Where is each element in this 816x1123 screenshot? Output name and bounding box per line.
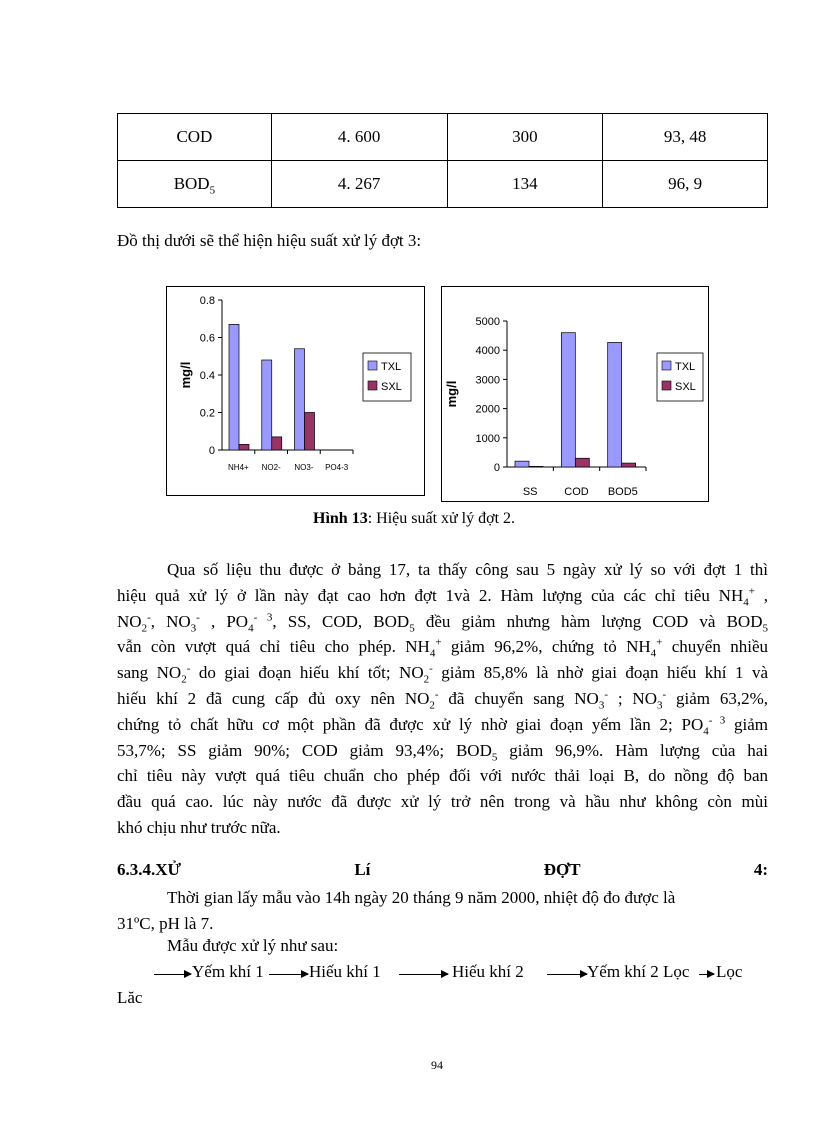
legend-label: SXL <box>381 381 402 393</box>
flow-step: Yếm khí 2 Lọc <box>587 962 690 981</box>
bar-sxl <box>529 466 543 467</box>
flow-step: Hiếu khí 1 <box>309 962 381 981</box>
x-category-label: NO2- <box>261 463 281 472</box>
arrow-icon <box>269 974 308 975</box>
bar-txl <box>515 461 529 467</box>
x-category-label: COD <box>564 486 589 498</box>
x-category-label: PO4-3 <box>325 463 349 472</box>
legend-label: SXL <box>675 381 696 393</box>
y-tick-label: 2000 <box>475 403 500 416</box>
intro-text: Đồ thị dưới sẽ thể hiện hiệu suất xử lý đợt 3: <box>117 231 422 250</box>
bar-sxl <box>622 463 636 467</box>
legend-swatch <box>368 381 377 390</box>
y-tick-label: 0.8 <box>199 295 215 307</box>
chart-ss-cod-bod <box>441 286 709 502</box>
y-axis-label: mg/l <box>178 361 193 389</box>
legend-label: TXL <box>381 361 402 373</box>
y-tick-label: 4000 <box>475 345 500 358</box>
flow-step: Yếm khí 1 <box>192 962 264 981</box>
bar-txl <box>262 360 272 450</box>
table-cell: 134 <box>447 161 603 208</box>
analysis-paragraph: Qua số liệu thu được ở bảng 17, ta thấy công sau 5 ngày xử lý so với đợt 1 thì hiệu quả xử lý ở lần này đạt cao hơn đợt 1và 2. Hàm lượng của các chỉ tiêu $NH_4^+$ , $NO_2^-$, $NO_3^-$ , $PO_4^{- 3}$, SS, COD, $BOD_5$ đều giảm nhưng hàm lượng COD và $BOD_5$ vẫn còn vượt quá chỉ tiêu cho phép. $NH_4^+$ giảm 96,2%, chứng tỏ $NH_4^+$ chuyển nhiều sang $NO_2^-$ do giai đoạn hiếu khí tốt; $NO_2^-$ giảm 85,8% là nhờ giai đoạn hiếu khí 1 và hiếu khí 2 đã cung cấp đủ oxy nên $NO_2^-$ đã chuyển sang $NO_3^-$ ; $NO_3^-$ giảm 63,2%, chứng tỏ chất hữu cơ một phần đã được xử lý nhờ giai đoạn yếm lần 2; $PO_4^{- 3}$ giảm 53,7%; SS giảm 90%; COD giảm 93,4%; $BOD_5$ giảm 96,9%. Hàm lượng của hai chỉ tiêu này vượt quá tiêu chuẩn cho phép đối với nước thải loại B, do nồng độ ban đầu quá cao. lúc này nước đã được xử lý trở nên trong và hầu như không còn mùi khó chịu như trước nữa. <box>117 560 769 837</box>
bar-txl <box>229 324 239 450</box>
bar-sxl <box>575 458 589 467</box>
table-cell: $BOD_5$ <box>118 161 272 208</box>
chart-nitrogen-phosphate <box>166 286 425 496</box>
legend-swatch <box>662 381 671 390</box>
y-tick-label: 0 <box>208 445 215 457</box>
page-number: 94 <box>431 1058 443 1072</box>
y-tick-label: 0 <box>493 462 500 474</box>
bar-txl <box>295 349 305 450</box>
y-tick-label: 0.2 <box>199 407 215 420</box>
y-axis-label: mg/l <box>444 380 459 408</box>
table-cell: 300 <box>447 114 603 161</box>
y-tick-label: 0.6 <box>199 332 215 345</box>
bar-txl <box>608 342 622 467</box>
y-tick-label: 1000 <box>475 432 500 445</box>
legend-swatch <box>368 361 377 370</box>
flow-step: Lọc <box>716 962 743 981</box>
table-cell: 4. 600 <box>271 114 447 161</box>
sample-process-intro: Mẫu được xử lý như sau: <box>167 936 339 955</box>
y-tick-label: 5000 <box>475 316 500 328</box>
table-cell: 96, 9 <box>603 161 768 208</box>
table-cell: 4. 267 <box>271 161 447 208</box>
flow-tail: Lăc <box>117 988 143 1007</box>
table-cell: COD <box>118 114 272 161</box>
sampling-paragraph: Thời gian lấy mẫu vào 14h ngày 20 tháng 9 năm 2000, nhiệt độ đo được là 31ºC, pH là 7. <box>117 888 676 933</box>
data-table <box>117 113 768 208</box>
arrow-icon <box>154 974 191 975</box>
bar-sxl <box>305 413 315 451</box>
bar-txl <box>561 333 575 467</box>
legend-swatch <box>662 361 671 370</box>
section-heading: 6.3.4.XỬ Lí ĐỢT 4: <box>117 860 768 879</box>
legend-label: TXL <box>675 361 696 373</box>
x-category-label: NO3- <box>294 463 314 472</box>
bar-sxl <box>272 437 282 450</box>
chart-1-svg <box>167 287 424 495</box>
bar-sxl <box>239 444 249 450</box>
y-tick-label: 0.4 <box>199 370 215 382</box>
figure-caption: Hình 13: Hiệu suất xử lý đợt 2. <box>313 510 516 527</box>
arrow-icon <box>699 974 714 975</box>
table-row <box>118 114 768 161</box>
arrow-icon <box>399 974 448 975</box>
arrow-icon <box>547 974 587 975</box>
table-row <box>118 161 768 208</box>
y-tick-label: 3000 <box>475 374 500 387</box>
chart-2-svg <box>442 287 708 501</box>
table-cell: 93, 48 <box>603 114 768 161</box>
x-category-label: BOD5 <box>607 486 638 498</box>
process-flow <box>117 962 797 986</box>
flow-step: Hiếu khí 2 <box>452 962 524 981</box>
x-category-label: SS <box>522 486 538 498</box>
x-category-label: NH4+ <box>228 463 249 472</box>
